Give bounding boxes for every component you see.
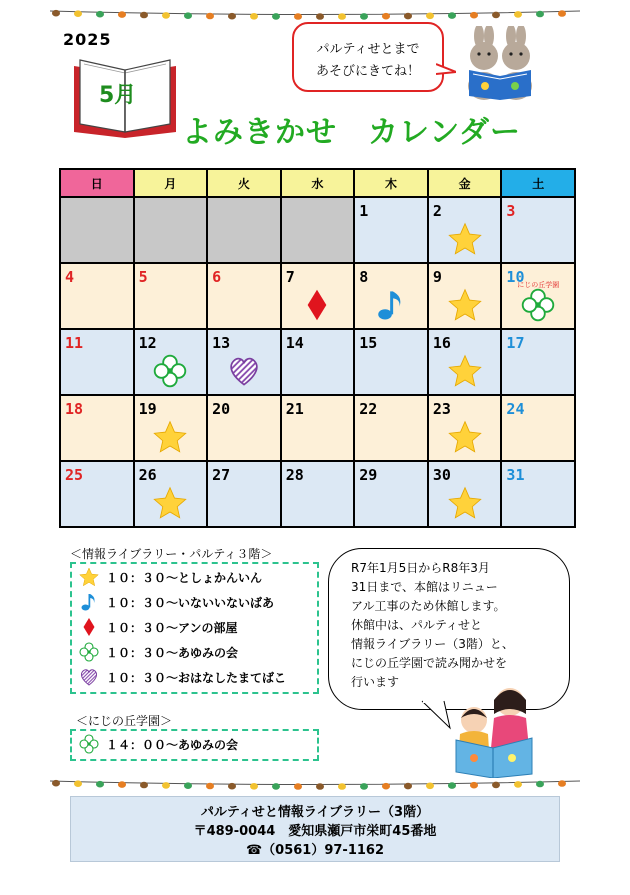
calendar-day-cell (355, 264, 427, 328)
garland-bead (184, 782, 192, 789)
garland-bead (74, 780, 82, 787)
day-number: 31 (506, 466, 525, 484)
notice-line-4: 休館中は、パルティせと (351, 618, 483, 632)
day-number: 7 (285, 268, 295, 286)
garland-bead (536, 11, 544, 18)
weekday-header: 水 (282, 170, 354, 196)
weekday-header: 木 (355, 170, 427, 196)
calendar-day-cell (502, 462, 574, 526)
garland-bead (294, 13, 302, 20)
calendar-empty-cell (61, 198, 133, 262)
garland-bead (316, 783, 324, 790)
clover-icon (78, 641, 100, 663)
legend-text: １０：３０～いないいないばあ (106, 595, 275, 610)
note-icon (78, 591, 100, 613)
weekday-header: 日 (61, 170, 133, 196)
calendar-day-cell (429, 198, 501, 262)
garland-bead (360, 783, 368, 790)
garland-bead (96, 781, 104, 788)
day-number: 19 (138, 400, 157, 418)
greeting-line-2: あそびにきてね！ (315, 64, 420, 79)
calendar-day-cell (429, 264, 501, 328)
star-icon (135, 486, 207, 520)
calendar-day-cell (208, 396, 280, 460)
calendar-day-cell (355, 396, 427, 460)
weekday-header: 土 (502, 170, 574, 196)
notice-line-1: R7年1月5日からR8年3月 (351, 561, 490, 575)
calendar-day-cell (282, 462, 354, 526)
garland-bead (536, 781, 544, 788)
diamond-icon (282, 288, 354, 322)
notice-line-6: にじの丘学園で読み聞かせを (351, 656, 508, 670)
day-number: 27 (212, 466, 231, 484)
day-number: 18 (65, 400, 84, 418)
calendar-empty-cell (208, 198, 280, 262)
day-number: 26 (138, 466, 157, 484)
star-icon (429, 486, 501, 520)
calendar-day-cell (135, 264, 207, 328)
info-library-legend (70, 562, 319, 694)
day-number: 4 (65, 268, 75, 286)
garland-bead (470, 782, 478, 789)
garland-bead (558, 780, 566, 787)
garland-bead (382, 13, 390, 20)
legend-row (78, 665, 286, 689)
garland-bead (360, 13, 368, 20)
day-venue-note: にじの丘学園 (517, 281, 560, 289)
day-number: 29 (359, 466, 378, 484)
calendar-day-cell (61, 330, 133, 394)
calendar-day-cell (355, 330, 427, 394)
calendar-day-cell (429, 330, 501, 394)
garland-bead (184, 12, 192, 19)
notice-line-5: 情報ライブラリー（3階）と、 (351, 637, 514, 651)
garland-bead (140, 782, 148, 789)
calendar-empty-cell (135, 198, 207, 262)
calendar-day-cell (282, 330, 354, 394)
garland-bead (514, 781, 522, 788)
library-address: 〒489-0044 愛知県瀬戸市栄町45番地 (193, 824, 437, 839)
heart-icon (208, 354, 280, 388)
garland-bead (206, 783, 214, 790)
legend-row (78, 732, 238, 756)
weekday-header: 月 (135, 170, 207, 196)
calendar-day-cell (61, 396, 133, 460)
garland-bead (118, 781, 126, 788)
info-library-caption: ＜情報ライブラリー・パルティ３階＞ (70, 547, 273, 561)
garland-bead (404, 13, 412, 20)
garland-bead (162, 782, 170, 789)
calendar-day-cell (208, 330, 280, 394)
month-label: 5月 (99, 83, 137, 108)
garland-bead (294, 783, 302, 790)
day-number: 13 (212, 334, 231, 352)
day-number: 16 (432, 334, 451, 352)
notice-line-7: 行います (351, 675, 400, 689)
day-number: 9 (432, 268, 442, 286)
top-garland (50, 6, 580, 20)
star-icon (429, 354, 501, 388)
calendar-day-cell (135, 396, 207, 460)
garland-bead (52, 10, 60, 17)
legend-text: １０：３０～としょかんいん (106, 570, 263, 585)
calendar-day-cell (502, 264, 574, 328)
legend-row (78, 565, 262, 589)
garland-bead (96, 11, 104, 18)
calendar-day-cell (61, 462, 133, 526)
day-number: 25 (65, 466, 84, 484)
calendar-day-cell (208, 264, 280, 328)
day-number: 10 (506, 268, 525, 286)
day-number: 6 (212, 268, 222, 286)
rabbits-reading-illustration (455, 26, 545, 104)
day-number: 8 (359, 268, 369, 286)
day-number: 17 (506, 334, 525, 352)
garland-bead (448, 12, 456, 19)
day-number: 21 (285, 400, 304, 418)
day-number: 1 (359, 202, 369, 220)
garland-bead (140, 12, 148, 19)
weekday-header: 金 (429, 170, 501, 196)
garland-bead (74, 10, 82, 17)
garland-bead (514, 11, 522, 18)
calendar-day-cell (355, 198, 427, 262)
day-number: 15 (359, 334, 378, 352)
day-number: 11 (65, 334, 84, 352)
greeting-bubble-tail (436, 62, 456, 76)
year-label: 2025 (63, 30, 112, 49)
calendar-day-cell (135, 330, 207, 394)
garland-bead (470, 12, 478, 19)
diamond-icon (78, 616, 100, 638)
garland-bead (382, 783, 390, 790)
garland-bead (228, 13, 236, 20)
day-number: 28 (285, 466, 304, 484)
calendar-day-cell (208, 462, 280, 526)
garland-bead (162, 12, 170, 19)
greeting-line-1: パルティせとまで (316, 42, 420, 57)
day-number: 5 (138, 268, 148, 286)
garland-bead (558, 10, 566, 17)
day-number: 14 (285, 334, 304, 352)
garland-bead (272, 13, 280, 20)
heart-icon (78, 666, 100, 688)
garland-bead (206, 13, 214, 20)
garland-bead (404, 783, 412, 790)
calendar-day-cell (355, 462, 427, 526)
garland-bead (250, 13, 258, 20)
day-number: 30 (432, 466, 451, 484)
day-number: 2 (432, 202, 442, 220)
footer-contact (70, 796, 560, 862)
day-number: 12 (138, 334, 157, 352)
greeting-bubble (292, 22, 444, 92)
note-icon (355, 288, 427, 322)
garland-bead (52, 780, 60, 787)
garland-bead (228, 783, 236, 790)
star-icon (429, 222, 501, 256)
calendar-day-cell (282, 264, 354, 328)
calendar-grid (59, 168, 576, 528)
calendar-day-cell (502, 396, 574, 460)
notice-line-2: 31日まで、本館はリニュー (351, 580, 498, 594)
calendar-day-cell (429, 462, 501, 526)
page-title: よみきかせ カレンダー (182, 115, 522, 150)
legend-row (78, 640, 238, 664)
calendar-day-cell (61, 264, 133, 328)
calendar-day-cell (282, 396, 354, 460)
calendar-day-cell (502, 330, 574, 394)
garland-bead (492, 782, 500, 789)
legend-text: １０：３０～あゆみの会 (106, 645, 239, 660)
day-number: 22 (359, 400, 378, 418)
garland-bead (338, 13, 346, 20)
calendar-empty-cell (282, 198, 354, 262)
notice-line-3: アル工事のため休館します。 (351, 599, 506, 613)
garland-bead (272, 783, 280, 790)
star-icon (429, 420, 501, 454)
garland-bead (426, 783, 434, 790)
library-phone: ☎（0561）97-1162 (245, 843, 385, 858)
calendar-day-cell (135, 462, 207, 526)
star-icon (429, 288, 501, 322)
clover-icon (502, 288, 574, 322)
garland-bead (250, 783, 258, 790)
garland-bead (118, 11, 126, 18)
library-name: パルティせと情報ライブラリー（3階） (200, 805, 430, 820)
children-reading-illustration (448, 678, 538, 778)
garland-bead (426, 13, 434, 20)
clover-icon (135, 354, 207, 388)
garland-bead (448, 782, 456, 789)
legend-text: １４：００～あゆみの会 (106, 737, 239, 752)
star-icon (135, 420, 207, 454)
bottom-garland (50, 776, 580, 790)
niji-caption: ＜にじの丘学園＞ (76, 714, 173, 728)
garland-bead (316, 13, 324, 20)
day-number: 3 (506, 202, 516, 220)
weekday-header: 火 (208, 170, 280, 196)
day-number: 20 (212, 400, 231, 418)
legend-row (78, 590, 274, 614)
calendar-day-cell (429, 396, 501, 460)
legend-text: １０：３０～おはなしたまてばこ (106, 670, 287, 685)
niji-legend (70, 729, 319, 761)
legend-row (78, 615, 238, 639)
star-icon (78, 566, 100, 588)
legend-text: １０：３０～アンの部屋 (106, 620, 238, 635)
clover-icon (78, 733, 100, 755)
garland-bead (492, 12, 500, 19)
garland-bead (338, 783, 346, 790)
day-number: 23 (432, 400, 451, 418)
calendar-day-cell (502, 198, 574, 262)
day-number: 24 (506, 400, 525, 418)
